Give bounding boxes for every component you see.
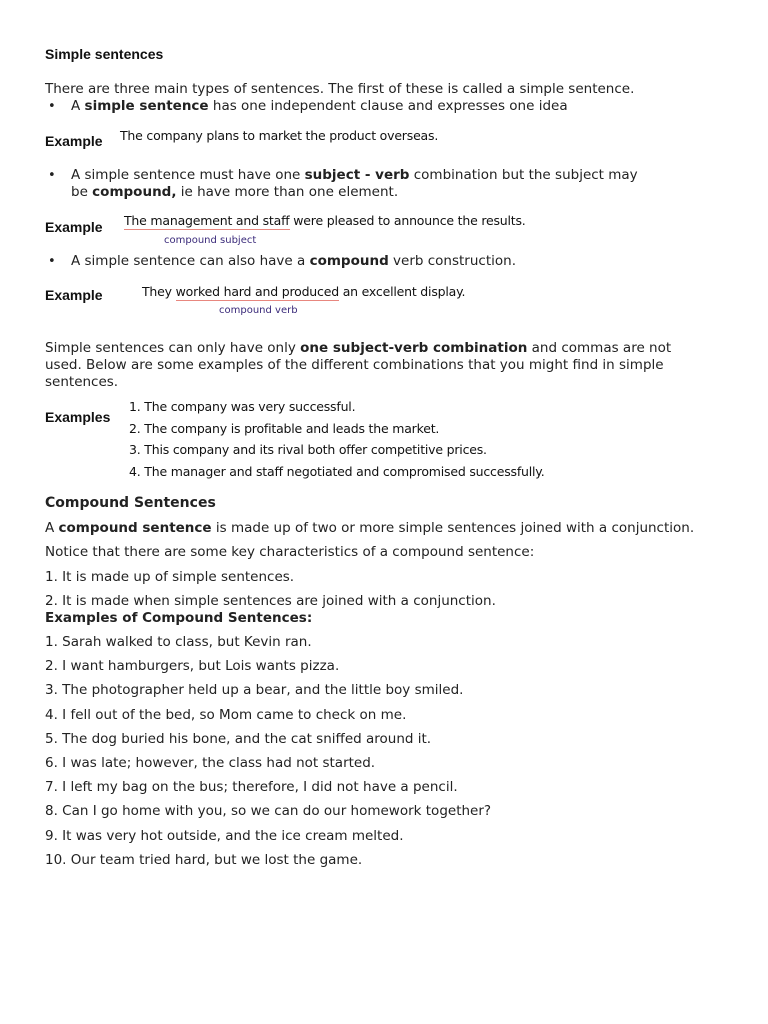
example-label: Example — [45, 287, 103, 303]
example-sentence-3: They worked hard and produced an excellent display. — [142, 284, 466, 299]
characteristic-1: 1. It is made up of simple sentences. — [45, 569, 295, 585]
list-item: 3. The photographer held up a bear, and the little boy smiled. — [45, 682, 464, 699]
simple-examples-list — [129, 399, 545, 485]
annotation-compound-subject: compound subject — [164, 235, 257, 246]
bullet-marker: • — [48, 99, 56, 114]
list-item: 10. Our team tried hard, but we lost the game. — [45, 851, 363, 868]
compound-verb-underline: worked hard and produced — [175, 284, 339, 299]
compound-examples-heading: Examples of Compound Sentences: — [45, 610, 313, 626]
list-item: 2. The company is profitable and leads the market. — [129, 420, 440, 436]
compound-examples-list — [45, 630, 491, 872]
combination-paragraph: Simple sentences can only have only one subject-verb combination and commas are not — [45, 340, 672, 356]
bullet-simple-sentence: A simple sentence has one independent clause and expresses one idea — [71, 98, 568, 114]
combination-paragraph-line2: used. Below are some examples of the different combinations that you might find in simple — [45, 357, 664, 373]
example-label: Example — [45, 219, 103, 235]
examples-label: Examples — [45, 409, 111, 425]
intro-text: There are three main types of sentences. The first of these is called a simple sentence. — [45, 81, 635, 97]
bullet-marker: • — [48, 168, 56, 183]
list-item: 7. I left my bag on the bus; therefore, I did not have a pencil. — [45, 779, 458, 796]
annotation-compound-verb: compound verb — [219, 305, 298, 316]
list-item: 1. The company was very successful. — [129, 399, 356, 414]
list-item: 4. I fell out of the bed, so Mom came to check on me. — [45, 706, 407, 723]
list-item: 1. Sarah walked to class, but Kevin ran. — [45, 634, 312, 650]
list-item: 2. I want hamburgers, but Lois wants pizza. — [45, 658, 340, 675]
compound-definition: A compound sentence is made up of two or more simple sentences joined with a conjunction. — [45, 520, 695, 536]
list-item: 4. The manager and staff negotiated and compromised successfully. — [129, 463, 545, 479]
section-heading-simple: Simple sentences — [45, 46, 164, 62]
list-item: 8. Can I go home with you, so we can do our homework together? — [45, 803, 492, 820]
example-label: Example — [45, 133, 103, 149]
section-heading-compound: Compound Sentences — [45, 495, 216, 511]
bullet-marker: • — [48, 254, 56, 269]
bullet-subject-verb-line2: be compound, ie have more than one element. — [71, 184, 399, 200]
bullet-subject-verb: A simple sentence must have one subject - verb combination but the subject may — [71, 167, 638, 183]
characteristic-2: 2. It is made when simple sentences are joined with a conjunction. — [45, 593, 496, 609]
list-item: 6. I was late; however, the class had not started. — [45, 755, 376, 772]
compound-subject-underline: The management and staff — [124, 213, 290, 228]
compound-notice: Notice that there are some key characteristics of a compound sentence: — [45, 544, 535, 560]
list-item: 5. The dog buried his bone, and the cat sniffed around it. — [45, 730, 432, 747]
combination-paragraph-line3: sentences. — [45, 374, 119, 390]
example-sentence-1: The company plans to market the product overseas. — [120, 128, 439, 143]
bullet-compound-verb: A simple sentence can also have a compound verb construction. — [71, 253, 516, 269]
example-sentence-2: The management and staff were pleased to announce the results. — [124, 213, 526, 228]
list-item: 3. This company and its rival both offer competitive prices. — [129, 442, 487, 457]
list-item: 9. It was very hot outside, and the ice cream melted. — [45, 827, 404, 844]
